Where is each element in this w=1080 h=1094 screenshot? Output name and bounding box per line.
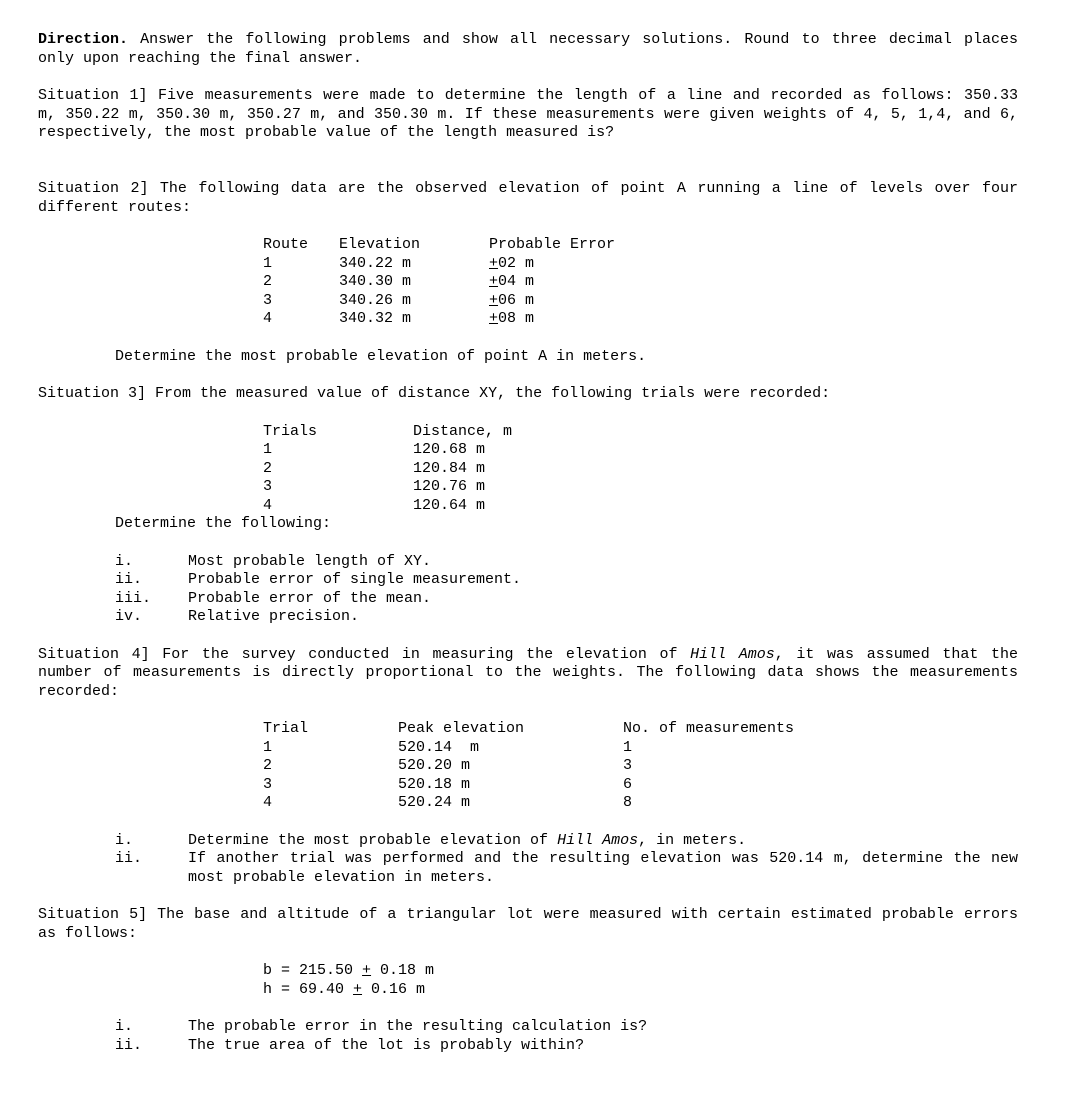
base-measurement: b = 215.50 + 0.18 m <box>263 962 435 979</box>
header-distance: Distance, m <box>413 422 513 440</box>
situation-1-text: Situation 1] Five measurements were made to determine the length of a line and recorded as follows: 350.33 m, 350.22 m, 350.30 m, 350.27 m, and 350.30 m. If these measurements were given weights of 4, 5, 1,4, and 6, respectively, the most probable value of the length measured is? <box>38 87 1018 141</box>
list-item: i. Most probable length of XY. <box>115 552 432 570</box>
header-route: Route <box>263 236 309 253</box>
situation-2-question: Determine the most probable elevation of point A in meters. <box>115 347 647 365</box>
list-item: ii. The true area of the lot is probably within? <box>115 1036 585 1054</box>
plus-minus-symbol: + <box>489 254 499 272</box>
direction-paragraph <box>38 31 1018 68</box>
peak-elevation-table <box>263 720 1018 813</box>
list-item: i. Determine the most probable elevation of Hill Amos, in meters. <box>115 831 747 849</box>
situation-3-prompt: Determine the following: <box>115 515 332 532</box>
table-row: 2 340.30 m +04 m <box>263 273 535 290</box>
table-header-row <box>263 720 1018 739</box>
table-row: 1 340.22 m +02 m <box>263 254 535 272</box>
altitude-measurement: h = 69.40 + 0.16 m <box>263 980 426 998</box>
table-row: 1 120.68 m <box>263 441 486 458</box>
header-no-of-measurements: No. of measurements <box>623 720 795 737</box>
plus-minus-symbol: + <box>353 980 363 998</box>
route-elevation-table <box>263 236 1018 329</box>
list-item: i. The probable error in the resulting calculation is? <box>115 1018 648 1035</box>
header-peak-elevation: Peak elevation <box>398 720 525 737</box>
table-row: 2 520.20 m 3 <box>263 757 633 774</box>
header-elevation: Elevation <box>339 236 421 253</box>
plus-minus-symbol: + <box>489 273 499 290</box>
situation-3-list <box>115 553 1018 627</box>
trials-distance-table <box>263 423 1018 516</box>
table-header-row <box>263 236 1018 255</box>
place-name: Hill Amos <box>690 645 775 663</box>
list-item: ii. Probable error of single measurement. <box>115 571 522 588</box>
direction-label: Direction. <box>38 31 129 48</box>
situation-4-text: Situation 4] For the survey conducted in measuring the elevation of Hill Amos, it was assumed that the number of measurements is directly proportional to the weights. The following data shows the measurements recorded: <box>38 645 1018 700</box>
header-probable-error: Probable Error <box>489 236 616 253</box>
situation-5-text: Situation 5] The base and altitude of a triangular lot were measured with certain estimated probable errors as follows: <box>38 906 1018 942</box>
worksheet <box>38 31 1018 1055</box>
table-row: 1 520.14 m 1 <box>263 738 633 756</box>
table-row: 3 340.26 m +06 m <box>263 291 535 309</box>
table-row: 4 340.32 m +08 m <box>263 310 535 327</box>
table-header-row <box>263 423 1018 442</box>
table-row: 2 120.84 m <box>263 459 486 477</box>
header-trial: Trial <box>263 720 309 737</box>
header-trials: Trials <box>263 422 318 440</box>
table-row: 3 520.18 m 6 <box>263 775 633 793</box>
list-item: ii. If another trial was performed and the resulting elevation was 520.14 m, determine the new most probable elevation in meters. <box>115 850 1018 886</box>
direction-text: Answer the following problems and show all necessary solutions. Round to three decimal places only upon reaching the final answer. <box>38 31 1018 67</box>
situation-4-list <box>115 832 1018 888</box>
list-item: iv. Relative precision. <box>115 608 360 625</box>
situation-2-text: Situation 2] The following data are the observed elevation of point A running a line of levels over four different routes: <box>38 180 1018 216</box>
list-item: iii. Probable error of the mean. <box>115 589 432 607</box>
table-row: 3 120.76 m <box>263 478 486 495</box>
plus-minus-symbol: + <box>489 310 499 327</box>
place-name: Hill Amos <box>557 831 639 849</box>
table-row: 4 520.24 m 8 <box>263 794 633 811</box>
situation-3-text: Situation 3] From the measured value of distance XY, the following trials were recorded: <box>38 385 831 402</box>
plus-minus-symbol: + <box>362 962 372 979</box>
situation-5-list <box>115 1018 1018 1055</box>
table-row: 4 120.64 m <box>263 496 486 514</box>
plus-minus-symbol: + <box>489 291 499 309</box>
